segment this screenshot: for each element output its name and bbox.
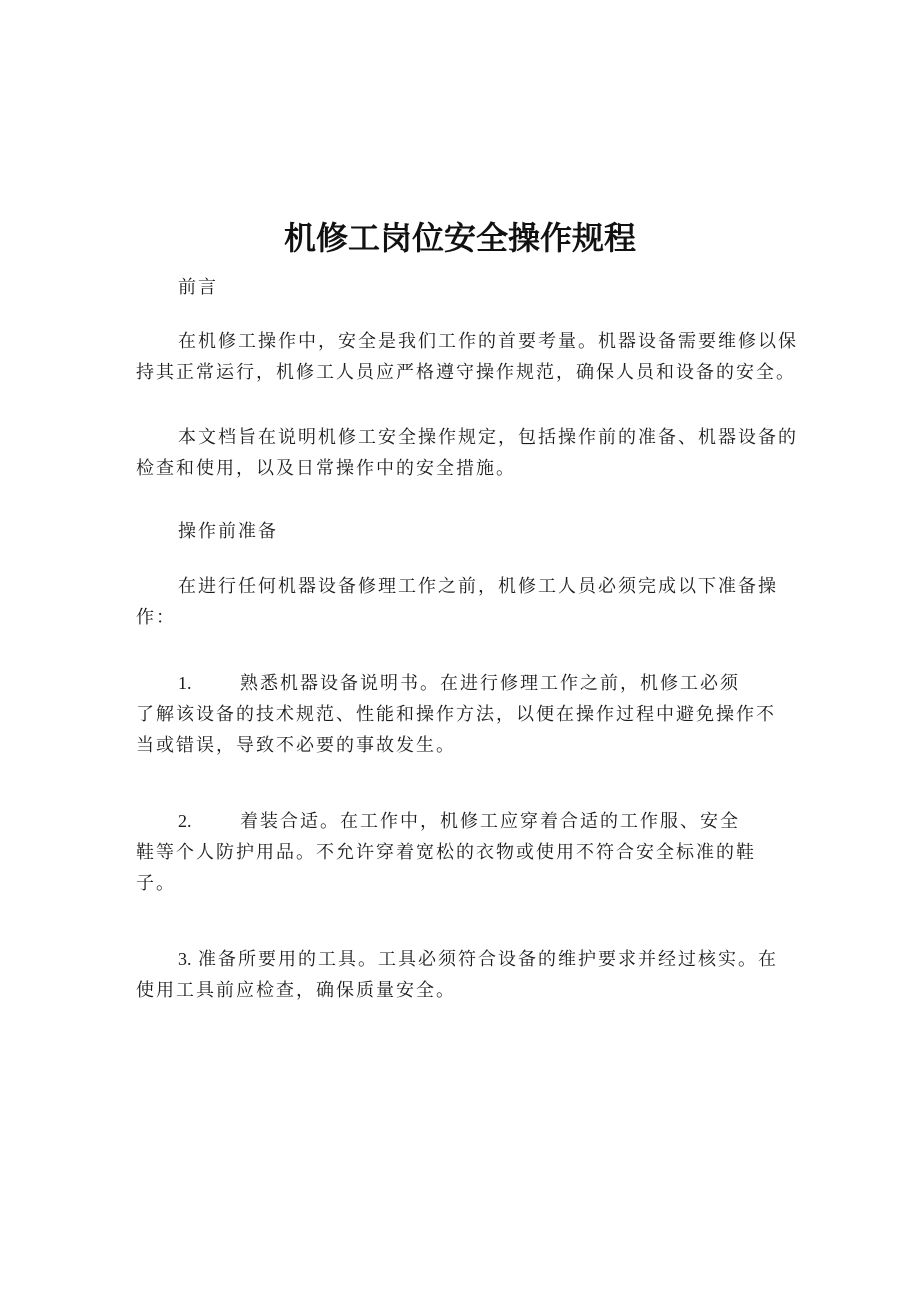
preface-heading [136,272,816,303]
list-item-first-line [136,944,816,975]
text-line: 了解该设备的技术规范、性能和操作方法，以便在操作过程中避免操作不 [136,704,776,725]
preface-paragraph-1 [136,326,816,388]
text-line: 持其正常运行，机修工人员应严格遵守操作规范，确保人员和设备的安全。 [136,362,796,383]
text-line: 使用工具前应检查，确保质量安全。 [136,980,456,1001]
text-line: 着装合适。在工作中，机修工应穿着合适的工作服、安全 [240,811,740,832]
list-item-1 [136,668,816,761]
list-item-number: 3. [178,949,192,969]
text-line: 在机修工操作中，安全是我们工作的首要考量。机器设备需要维修以保 [178,331,798,352]
text-line: 熟悉机器设备说明书。在进行修理工作之前，机修工必须 [240,673,740,694]
list-item-2 [136,806,816,899]
text-line: 当或错误，导致不必要的事故发生。 [136,735,456,756]
text-line: 本文档旨在说明机修工安全操作规定，包括操作前的准备、机器设备的 [178,427,798,448]
text-line: 作： [136,607,176,628]
preface-paragraph-2 [136,422,816,484]
text-line: 在进行任何机器设备修理工作之前，机修工人员必须完成以下准备操 [178,576,778,597]
preface-heading-text: 前言 [178,277,218,298]
preparation-intro [136,571,816,633]
list-item-number: 2. [178,811,192,831]
preparation-heading-text: 操作前准备 [178,521,278,542]
list-item-first-line [136,668,816,699]
document-title: 机修工岗位安全操作规程 [283,219,636,257]
preparation-heading [136,516,816,547]
text-line: 准备所要用的工具。工具必须符合设备的维护要求并经过核实。在 [198,949,778,970]
text-line: 子。 [136,873,176,894]
text-line: 检查和使用，以及日常操作中的安全措施。 [136,458,516,479]
list-item-first-line [136,806,816,837]
list-item-number: 1. [178,673,192,693]
list-item-3 [136,944,816,1006]
text-line: 鞋等个人防护用品。不允许穿着宽松的衣物或使用不符合安全标准的鞋 [136,842,756,863]
